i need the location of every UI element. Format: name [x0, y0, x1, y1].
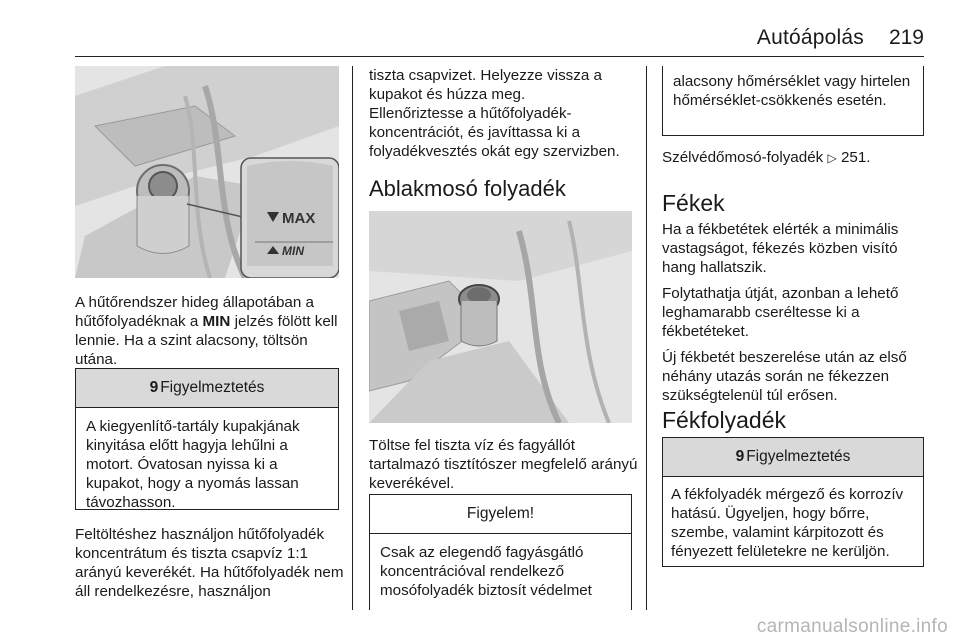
warning-icon: 9	[735, 448, 745, 465]
cap-paragraph: tiszta csapvizet. Helyezze vissza a kupakot és húzza meg.	[369, 67, 602, 103]
min-mark-label: MIN	[282, 244, 304, 258]
brake-replace-paragraph: Folytathatja útját, azonban a lehető leghamarabb cseréltesse ki a fékbetéteket.	[662, 285, 899, 340]
warning-icon: 9	[149, 379, 159, 396]
paragraph-text: jelzés fölött kell lennie. Ha a szint alacsony, töltsön utána.	[75, 313, 338, 368]
warning-box-header	[663, 438, 923, 477]
coolant-reservoir-figure	[75, 66, 339, 278]
max-mark-label: MAX	[282, 210, 316, 227]
concentration-paragraph: Ellenőriztesse a hűtőfolyadék-koncentrációt, és javíttassa ki a folyadékvesztés okát egy szervizben.	[369, 105, 620, 160]
brake-fluid-heading: Fékfolyadék	[662, 407, 787, 433]
coolant-fill-paragraph: Feltöltéshez használjon hűtőfolyadék koncentrátum és tiszta csapvíz 1:1 arányú keverékét. Ha hűtőfolyadék nem áll rendelkezésre, használjon	[75, 526, 344, 600]
brakes-text	[662, 220, 926, 405]
column-2-top-text	[369, 66, 639, 161]
continued-notice-box	[662, 66, 924, 136]
ref-page: 251.	[840, 149, 871, 166]
arrow-right-icon: ▷	[827, 151, 837, 165]
page-number: 219	[888, 26, 924, 49]
warning-title: Figyelmeztetés	[746, 448, 851, 465]
washer-fill-paragraph-container	[369, 436, 639, 493]
notice-box-header: Figyelem!	[370, 495, 631, 534]
coolant-fill-paragraph-container	[75, 525, 349, 601]
warning-text: A kiegyenlítő-tartály kupakjának kinyitása előtt hagyja lehűlni a motort. Óvatosan nyissa ki a kupakot, hogy a nyomás lassan távozhasson.	[86, 418, 300, 511]
min-bold-label: MIN	[202, 313, 231, 330]
brake-fluid-warning-box	[662, 437, 924, 567]
warning-title: Figyelmeztetés	[160, 379, 265, 396]
notice-text: Csak az elegendő fagyásgátló koncentrációval rendelkező mosófolyadék biztosít védelmet	[380, 544, 592, 599]
cross-reference[interactable]	[662, 148, 924, 168]
warning-text: A fékfolyadék mérgező és korrozív hatású. Ügyeljen, hogy bőrre, szembe, valamint kárpitozott és fényezett felületekre ne kerüljön.	[671, 486, 904, 560]
washer-notice-box	[369, 494, 632, 610]
column-1-text	[75, 293, 345, 369]
coolant-warning-box	[75, 368, 339, 510]
column-divider-2	[646, 66, 647, 610]
continued-notice-text: alacsony hőmérséklet vagy hirtelen hőmérséklet-csökkenés esetén.	[673, 73, 911, 109]
brakes-heading: Fékek	[662, 190, 725, 216]
watermark: carmanualsonline.info	[756, 616, 948, 637]
header-divider	[75, 56, 924, 57]
brake-pad-paragraph: Ha a fékbetétek elérték a minimális vastagságot, fékezés közben visító hang hallatszik.	[662, 221, 899, 276]
washer-ref-line	[662, 148, 924, 168]
page-header-title: Autóápolás	[756, 26, 864, 49]
column-divider-1	[352, 66, 353, 610]
washer-reservoir-figure	[369, 211, 632, 423]
ref-text: Szélvédőmosó-folyadék	[662, 149, 824, 166]
new-pads-paragraph: Új fékbetét beszerelése után az első néhány utazás során ne fékezzen szükségtelenül túl erősen.	[662, 349, 907, 404]
washer-fluid-heading: Ablakmosó folyadék	[369, 176, 566, 201]
warning-box-header	[76, 369, 338, 408]
coolant-level-paragraph	[75, 293, 345, 369]
paragraph-text: A hűtőrendszer hideg állapotában a hűtőfolyadéknak a	[75, 294, 314, 330]
washer-fill-paragraph: Töltse fel tiszta víz és fagyállót tartalmazó tisztítószer megfelelő arányú keverékével.	[369, 437, 638, 492]
